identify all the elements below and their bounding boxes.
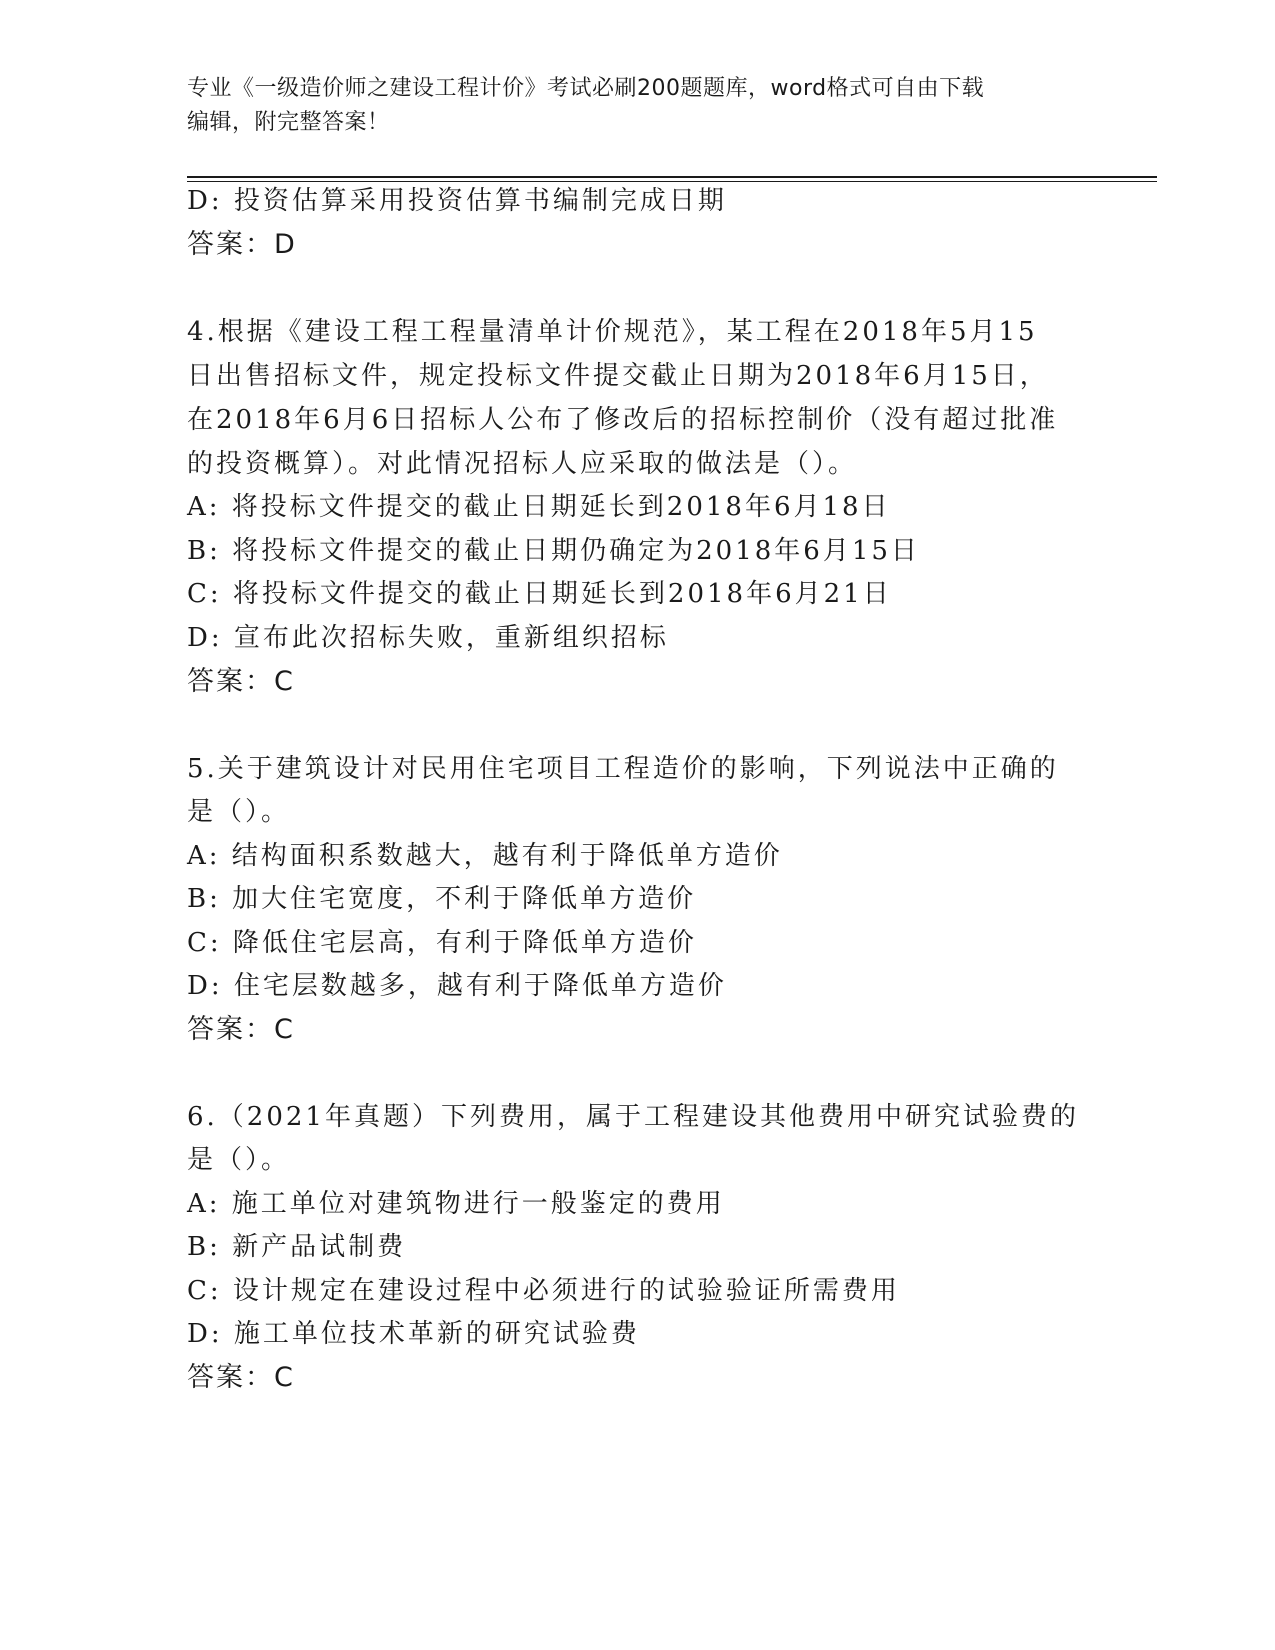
q6-option-a: A: 施工单位对建筑物进行一般鉴定的费用 xyxy=(187,1189,725,1219)
header-line-2: 编辑，附完整答案！ xyxy=(187,110,390,135)
header-line-1: 专业《一级造价师之建设工程计价》考试必刷200题题库，word格式可自由下载 xyxy=(187,76,985,101)
q6-stem-line: 6.（2021年真题）下列费用，属于工程建设其他费用中研究试验费的 xyxy=(187,1102,1079,1132)
q5-option-a: A: 结构面积系数越大，越有利于降低单方造价 xyxy=(187,841,783,871)
q4-answer: 答案：C xyxy=(187,666,295,697)
header-divider-thin xyxy=(187,181,1157,182)
q6-answer: 答案：C xyxy=(187,1362,295,1393)
q3-option-d: D: 投资估算采用投资估算书编制完成日期 xyxy=(187,186,727,216)
q4-stem-line: 在2018年6月6日招标人公布了修改后的招标控制价（没有超过批准 xyxy=(187,405,1059,435)
q4-option-a: A: 将投标文件提交的截止日期延长到2018年6月18日 xyxy=(187,492,891,522)
q5-option-b: B: 加大住宅宽度，不利于降低单方造价 xyxy=(187,884,697,914)
document-header xyxy=(187,72,1087,140)
q5-stem-line: 5.关于建筑设计对民用住宅项目工程造价的影响，下列说法中正确的 xyxy=(187,754,1059,784)
q4-option-d: D: 宣布此次招标失败，重新组织招标 xyxy=(187,623,669,653)
header-divider-thick xyxy=(187,176,1157,178)
q5-stem-line: 是（）。 xyxy=(187,797,291,827)
q4-option-c: C: 将投标文件提交的截止日期延长到2018年6月21日 xyxy=(187,579,892,609)
q4-option-b: B: 将投标文件提交的截止日期仍确定为2018年6月15日 xyxy=(187,536,920,566)
q4-stem-line: 日出售招标文件，规定投标文件提交截止日期为2018年6月15日， xyxy=(187,361,1049,391)
q3-answer: 答案：D xyxy=(187,229,297,260)
q4-stem-line: 的投资概算）。对此情况招标人应采取的做法是（）。 xyxy=(187,449,858,479)
q5-option-d: D: 住宅层数越多，越有利于降低单方造价 xyxy=(187,971,727,1001)
q4-stem-line: 4.根据《建设工程工程量清单计价规范》，某工程在2018年5月15 xyxy=(187,317,1038,347)
q6-stem-line: 是（）。 xyxy=(187,1145,291,1175)
q5-answer: 答案：C xyxy=(187,1014,295,1045)
q6-option-b: B: 新产品试制费 xyxy=(187,1232,407,1262)
q6-option-d: D: 施工单位技术革新的研究试验费 xyxy=(187,1319,640,1349)
q6-option-c: C: 设计规定在建设过程中必须进行的试验验证所需费用 xyxy=(187,1276,900,1306)
q5-option-c: C: 降低住宅层高，有利于降低单方造价 xyxy=(187,928,697,958)
